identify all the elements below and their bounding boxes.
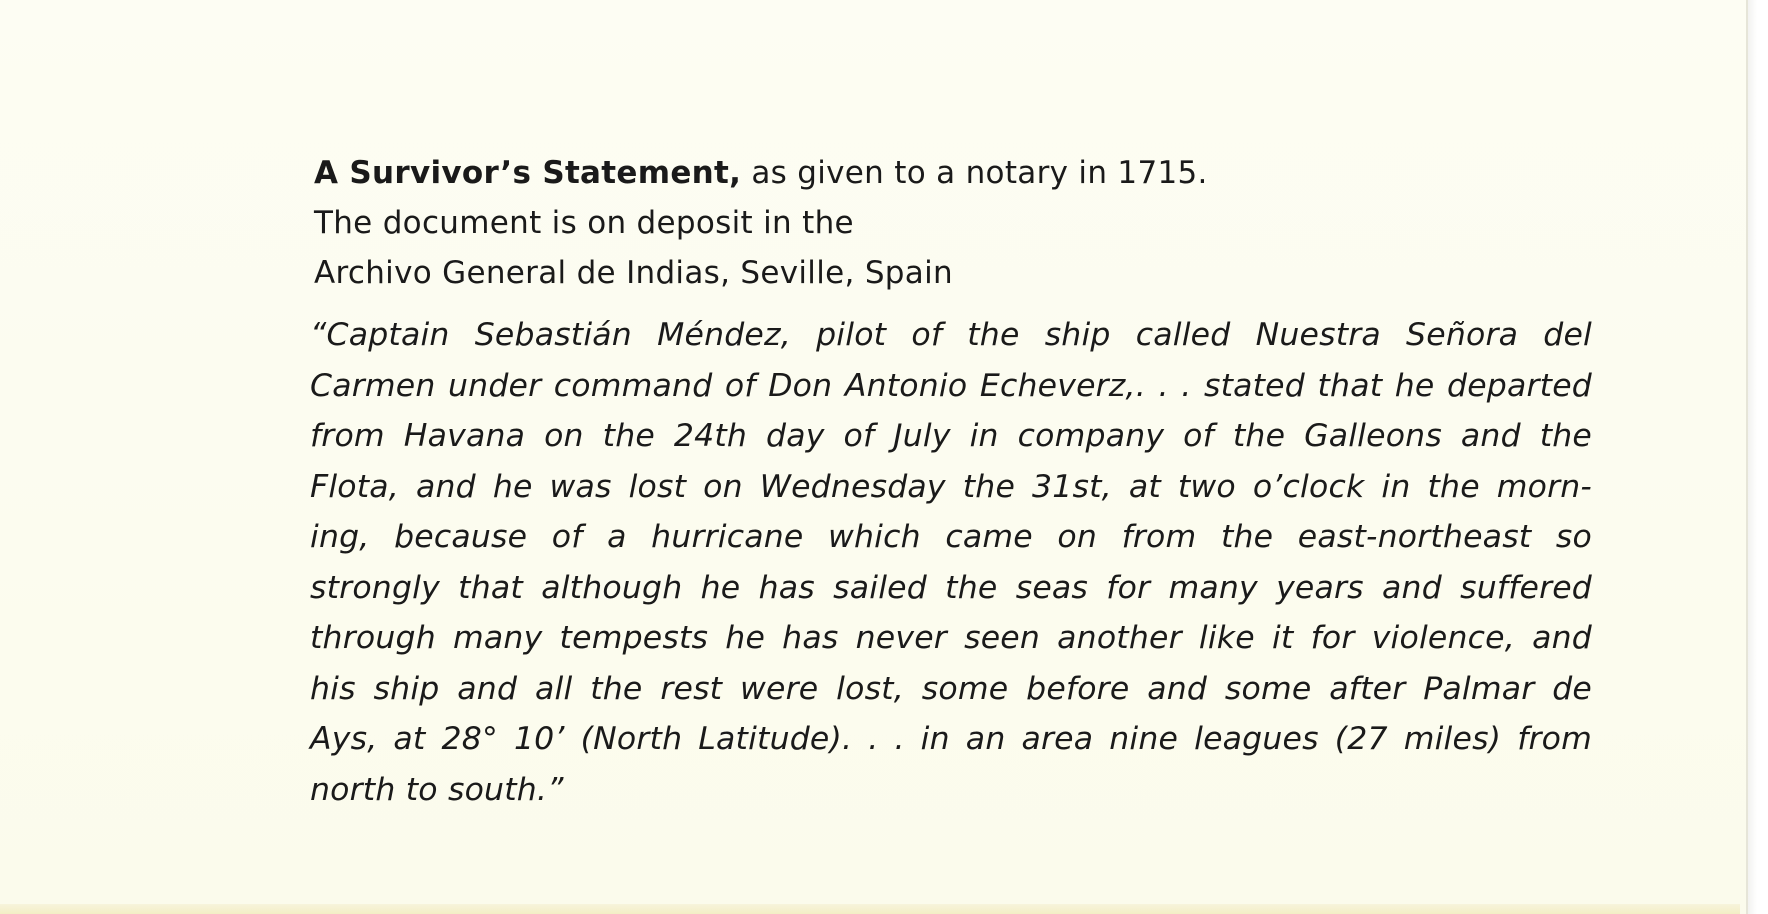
quote-line: from Havana on the 24th day of July in company of the Galleons and the [310,418,1592,454]
header-line-archive: Archivo General de Indias, Seville, Spain [314,255,953,291]
quote-line: Carmen under command of Don Antonio Echeverz,. . . stated that he departed [310,367,1592,404]
page-right-edge [1748,0,1768,914]
quote-line: Flota, and he was lost on Wednesday the 31st, at two o’clock in the morn- [310,468,1592,505]
quote-line: strongly that although he has sailed the seas for many years and suffered [310,569,1592,606]
header-line-title [314,148,1208,198]
quote-line: his ship and all the rest were lost, some before and some after Palmar de [310,670,1592,707]
survivor-quote [310,310,1592,815]
document-header [314,148,1208,298]
header-line-deposit: The document is on deposit in the [314,205,854,241]
page-bottom-edge [0,904,1740,914]
quote-line: Ays, at 28° 10’ (North Latitude). . . in an area nine leagues (27 miles) from [310,721,1592,757]
document-title: A Survivor’s Statement, [314,155,742,191]
quote-line: through many tempests he has never seen another like it for violence, and [310,620,1592,656]
quote-line: “Captain Sebastián Méndez, pilot of the ship called Nuestra Señora del [310,317,1592,353]
quote-line: north to south.” [310,771,564,808]
quote-line: ing, because of a hurricane which came on from the east-northeast so [310,519,1592,555]
document-title-rest: as given to a notary in 1715. [741,155,1208,191]
